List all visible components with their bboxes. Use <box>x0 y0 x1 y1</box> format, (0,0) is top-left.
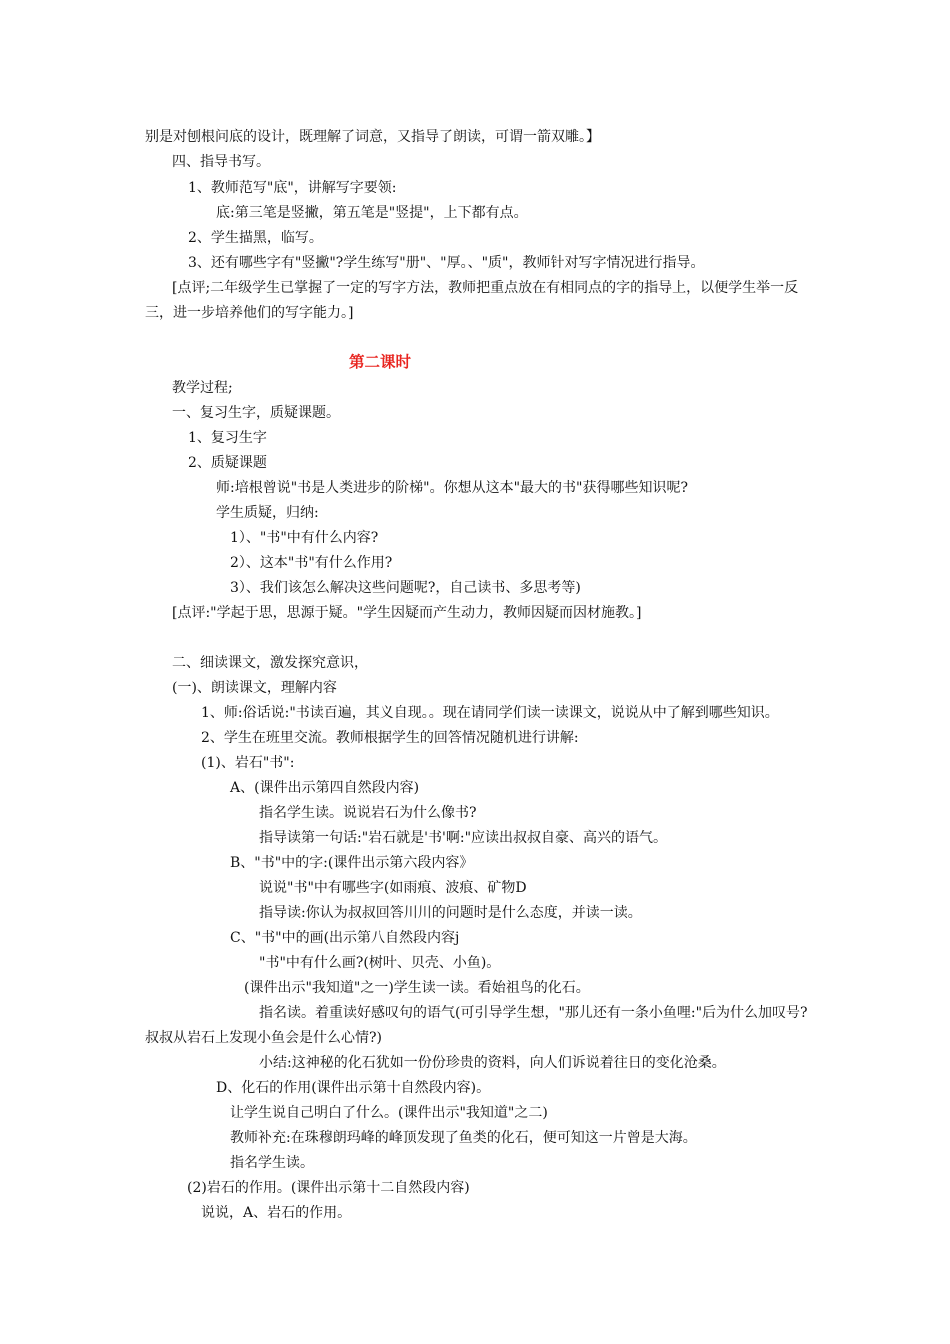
text-line: 指导读:你认为叔叔回答川川的问题时是什么态度，并读一读。 <box>259 905 642 921</box>
text-line: B、"书"中的字:(课件出示第六段内容》 <box>230 855 474 871</box>
text-line: 指名读。着重读好感叹句的语气(可引导学生想，"那儿还有一条小鱼哩:"后为什么加叹号? <box>259 1005 808 1021</box>
text-line: (一)、朗读课文，理解内容 <box>172 680 337 696</box>
text-line: 2）、这本"书"有什么作用? <box>230 555 393 571</box>
text-line: 师:培根曾说"书是人类进步的阶梯"。你想从这本"最大的书"获得哪些知识呢? <box>216 480 688 496</box>
text-line: 学生质疑，归纳: <box>216 505 319 521</box>
text-line: 1、师:俗话说:"书读百遍，其义自现。。现在请同学们读一读课文，说说从中了解到哪些知识。 <box>201 705 779 721</box>
text-line: 教学过程; <box>172 380 233 396</box>
lesson-title: 第二课时 <box>349 353 412 371</box>
section-heading: 二、细读课文，激发探究意识， <box>172 655 368 671</box>
text-line: 1）、"书"中有什么内容? <box>230 530 379 546</box>
text-line: 3、还有哪些字有"竖撇"?学生练写"册"、"厚。、"质"，教师针对写字情况进行指导。 <box>188 255 705 271</box>
text-line: D、化石的作用(课件出示第十自然段内容)。 <box>216 1080 491 1096</box>
text-line: 2、质疑课题 <box>188 455 267 471</box>
text-line: 教师补充:在珠穆朗玛峰的峰顶发现了鱼类的化石，便可知这一片曾是大海。 <box>230 1130 697 1146</box>
comment-line: [点评:"学起于思，思源于疑。"学生因疑而产生动力，教师因疑而因材施教。] <box>172 605 642 621</box>
text-line: 说说，A、岩石的作用。 <box>201 1205 352 1221</box>
text-line: 指名学生读。 <box>230 1155 314 1171</box>
section-heading: 四、指导书写。 <box>172 154 270 170</box>
text-line: 底:第三笔是竖撇，第五笔是"竖提"，上下都有点。 <box>216 205 528 221</box>
comment-line: [点评;二年级学生已掌握了一定的写字方法，教师把重点放在有相同点的字的指导上，以便学生举一反 <box>172 280 799 296</box>
text-line: "书"中有什么画?(树叶、贝壳、小鱼)。 <box>259 955 501 971</box>
text-line: (2)岩石的作用。(课件出示第十二自然段内容) <box>187 1180 470 1196</box>
text-line: 3）、我们该怎么解决这些问题呢?，自己读书、多思考等) <box>230 580 581 596</box>
text-line: 别是对刨根问底的设计，既理解了词意，又指导了朗读，可谓一箭双雕。】 <box>145 129 600 145</box>
text-line: A、(课件出示第四自然段内容) <box>230 780 420 796</box>
text-line: 说说"书"中有哪些字(如雨痕、波痕、矿物D <box>259 880 527 896</box>
text-line: 2、学生描黑，临写。 <box>188 230 323 246</box>
text-line: 1、教师范写"底"，讲解写字要领: <box>188 180 397 196</box>
text-line: C、"书"中的画(出示第八自然段内容j <box>230 930 460 946</box>
section-heading: 一、复习生字，质疑课题。 <box>172 405 340 421</box>
text-line: (课件出示"我知道"之一)学生读一读。看始祖鸟的化石。 <box>244 980 590 996</box>
text-line: 2、学生在班里交流。教师根据学生的回答情况随机进行讲解: <box>201 730 579 746</box>
text-line: 小结:这神秘的化石犹如一份份珍贵的资料，向人们诉说着往日的变化沧桑。 <box>259 1055 726 1071</box>
text-line: (1)、岩石"书": <box>201 755 295 771</box>
text-line: 指名学生读。说说岩石为什么像书? <box>259 805 477 821</box>
text-line: 叔叔从岩石上发现小鱼会是什么心情?) <box>145 1030 382 1046</box>
text-line: 让学生说自己明白了什么。(课件出示"我知道"之二) <box>230 1105 548 1121</box>
text-line: 1、复习生字 <box>188 430 267 446</box>
text-line: 指导读第一句话:"岩石就是'书'啊:"应读出叔叔自豪、高兴的语气。 <box>259 830 668 846</box>
comment-line: 三，进一步培养他们的写字能力。] <box>145 305 354 321</box>
